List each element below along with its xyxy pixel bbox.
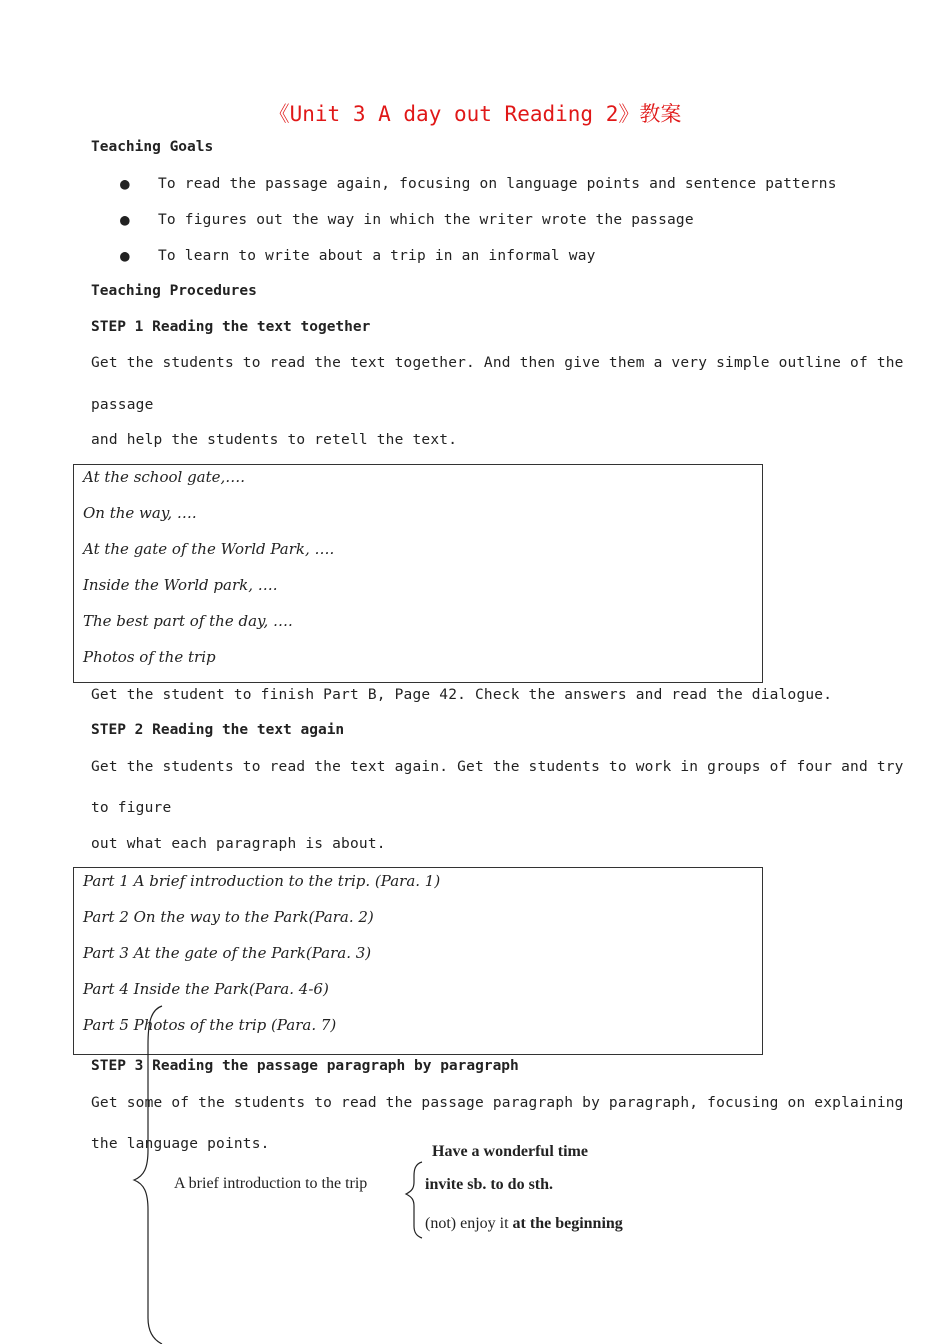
outline-item: On the way, …. [83, 504, 197, 522]
outline-item: At the gate of the World Park, …. [83, 540, 335, 558]
step3-paragraph-line1: Get some of the students to read the passage paragraph by paragraph, focusing on explaining [91, 1095, 904, 1111]
bullet-icon: ● [120, 246, 130, 265]
bullet-icon: ● [120, 174, 130, 193]
outline-item: At the school gate,…. [83, 468, 246, 486]
language-point: invite sb. to do sth. [425, 1176, 554, 1193]
goal-item: To figures out the way in which the writer wrote the passage [158, 212, 694, 228]
part-item: Part 5 Photos of the trip (Para. 7) [83, 1016, 337, 1034]
large-brace-icon [134, 1006, 162, 1344]
step2-paragraph-line3: out what each paragraph is about. [91, 836, 386, 852]
outline-item: Photos of the trip [83, 648, 216, 666]
language-point: Have a wonderful time [432, 1143, 588, 1160]
teaching-goals-heading: Teaching Goals [91, 139, 214, 155]
diagram-label: A brief introduction to the trip [174, 1175, 368, 1192]
language-point [425, 1215, 623, 1233]
step1-heading: STEP 1 Reading the text together [91, 319, 371, 335]
step3-heading: STEP 3 Reading the passage paragraph by paragraph [91, 1058, 519, 1074]
step1-paragraph-line1: Get the students to read the text together. And then give them a very simple outline of the [91, 355, 904, 371]
step3-paragraph-line2: the language points. [91, 1136, 270, 1152]
language-point-bold: at the beginning [512, 1215, 623, 1232]
part-item: Part 3 At the gate of the Park(Para. 3) [83, 944, 372, 962]
language-point-plain: (not) enjoy it [425, 1215, 513, 1232]
step2-heading: STEP 2 Reading the text again [91, 722, 345, 738]
step2-paragraph-line2: to figure [91, 800, 172, 816]
outline-item: Inside the World park, …. [83, 576, 278, 594]
small-brace-icon [406, 1162, 422, 1238]
teaching-procedures-heading: Teaching Procedures [91, 283, 257, 299]
bullet-icon: ● [120, 210, 130, 229]
goal-item: To read the passage again, focusing on language points and sentence patterns [158, 176, 837, 192]
part-item: Part 1 A brief introduction to the trip. (Para. 1) [83, 872, 441, 890]
step2-paragraph-line1: Get the students to read the text again. Get the students to work in groups of four and try [91, 759, 904, 775]
step1-paragraph-line2: passage [91, 397, 154, 413]
page-title: 《Unit 3 A day out Reading 2》教案 [268, 102, 682, 126]
step1-after-text: Get the student to finish Part B, Page 42. Check the answers and read the dialogue. [91, 687, 833, 703]
part-item: Part 2 On the way to the Park(Para. 2) [83, 908, 374, 926]
goal-item: To learn to write about a trip in an informal way [158, 248, 596, 264]
part-item: Part 4 Inside the Park(Para. 4-6) [83, 980, 329, 998]
outline-item: The best part of the day, …. [83, 612, 293, 630]
step1-paragraph-line3: and help the students to retell the text. [91, 432, 458, 448]
